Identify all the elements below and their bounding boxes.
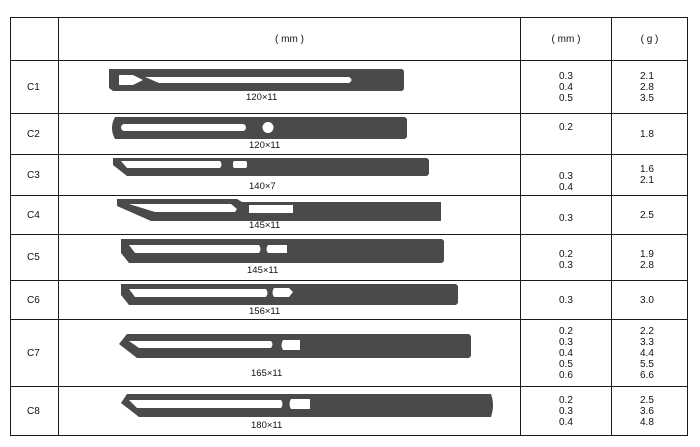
table-row <box>11 235 688 281</box>
blade-image <box>59 61 521 113</box>
blade-cell <box>59 114 521 155</box>
weight-cell <box>612 61 688 114</box>
thickness-value: 0.2 <box>559 394 573 406</box>
weight-value: 3.6 <box>640 405 654 417</box>
table-row <box>11 196 688 235</box>
row-id: C1 <box>11 61 59 114</box>
weight-value: 2.8 <box>640 259 654 271</box>
blade-cell <box>59 320 521 387</box>
blade-cell <box>59 61 521 114</box>
blade-size: 165×11 <box>251 368 283 379</box>
header-row <box>11 18 688 61</box>
blade-cell <box>59 196 521 235</box>
blade-size: 120×11 <box>249 140 281 151</box>
blade-size: 145×11 <box>247 265 279 276</box>
weight-value: 1.6 <box>640 164 654 175</box>
thickness-value: 0.4 <box>559 182 573 193</box>
table-row <box>11 387 688 436</box>
thickness-value: 0.3 <box>559 171 573 182</box>
weight-value: 2.1 <box>640 175 654 186</box>
weight-value: 2.5 <box>640 209 654 221</box>
weight-value: 3.5 <box>640 92 654 104</box>
table-row <box>11 155 688 196</box>
thickness-value: 0.3 <box>559 405 573 417</box>
weight-value: 4.8 <box>640 416 654 428</box>
header-thickness-unit: ( mm ) <box>521 18 612 61</box>
weight-value: 5.5 <box>640 358 654 370</box>
thickness-value: 0.4 <box>559 81 573 93</box>
thickness-value: 0.2 <box>559 248 573 260</box>
thickness-value: 0.2 <box>559 122 573 133</box>
weight-value: 3.0 <box>640 294 654 306</box>
blade-size: 120×11 <box>246 92 278 103</box>
row-id: C8 <box>11 387 59 436</box>
thickness-value: 0.3 <box>559 259 573 271</box>
thickness-value: 0.3 <box>559 70 573 82</box>
specs-table <box>10 17 688 436</box>
header-id-cell <box>11 18 59 61</box>
blade-size: 140×7 <box>249 181 276 192</box>
blade-cell <box>59 155 521 196</box>
table-row <box>11 61 688 114</box>
thickness-value: 0.6 <box>559 369 573 381</box>
thickness-value: 0.4 <box>559 416 573 428</box>
weight-value: 2.1 <box>640 70 654 82</box>
thickness-value: 0.5 <box>559 92 573 104</box>
thickness-cell <box>521 61 612 114</box>
table-row <box>11 114 688 155</box>
weight-value: 2.5 <box>640 394 654 406</box>
blade-cell <box>59 281 521 320</box>
table-row <box>11 281 688 320</box>
blade-cell <box>59 387 521 436</box>
thickness-value: 0.5 <box>559 358 573 370</box>
weight-value: 2.2 <box>640 325 654 337</box>
thickness-value: 0.3 <box>559 294 573 306</box>
weight-value: 2.8 <box>640 81 654 93</box>
thickness-value: 0.2 <box>559 325 573 337</box>
header-weight-unit: ( g ) <box>612 18 688 61</box>
weight-value: 3.3 <box>640 336 654 348</box>
blade-size: 180×11 <box>251 420 283 431</box>
weight-value: 4.4 <box>640 347 654 359</box>
weight-value: 1.9 <box>640 248 654 260</box>
thickness-value: 0.3 <box>559 336 573 348</box>
row-id: C7 <box>11 320 59 387</box>
weight-value: 1.8 <box>640 128 654 140</box>
blade-size: 156×11 <box>249 306 281 317</box>
thickness-value: 0.3 <box>559 212 573 224</box>
weight-value: 6.6 <box>640 369 654 381</box>
row-id: C4 <box>11 196 59 235</box>
row-id: C3 <box>11 155 59 196</box>
blade-size: 145×11 <box>249 220 281 231</box>
row-id: C5 <box>11 235 59 281</box>
table-row <box>11 320 688 387</box>
row-id: C2 <box>11 114 59 155</box>
blade-cell <box>59 235 521 281</box>
thickness-value: 0.4 <box>559 347 573 359</box>
row-id: C6 <box>11 281 59 320</box>
header-image-unit: ( mm ) <box>59 18 521 61</box>
